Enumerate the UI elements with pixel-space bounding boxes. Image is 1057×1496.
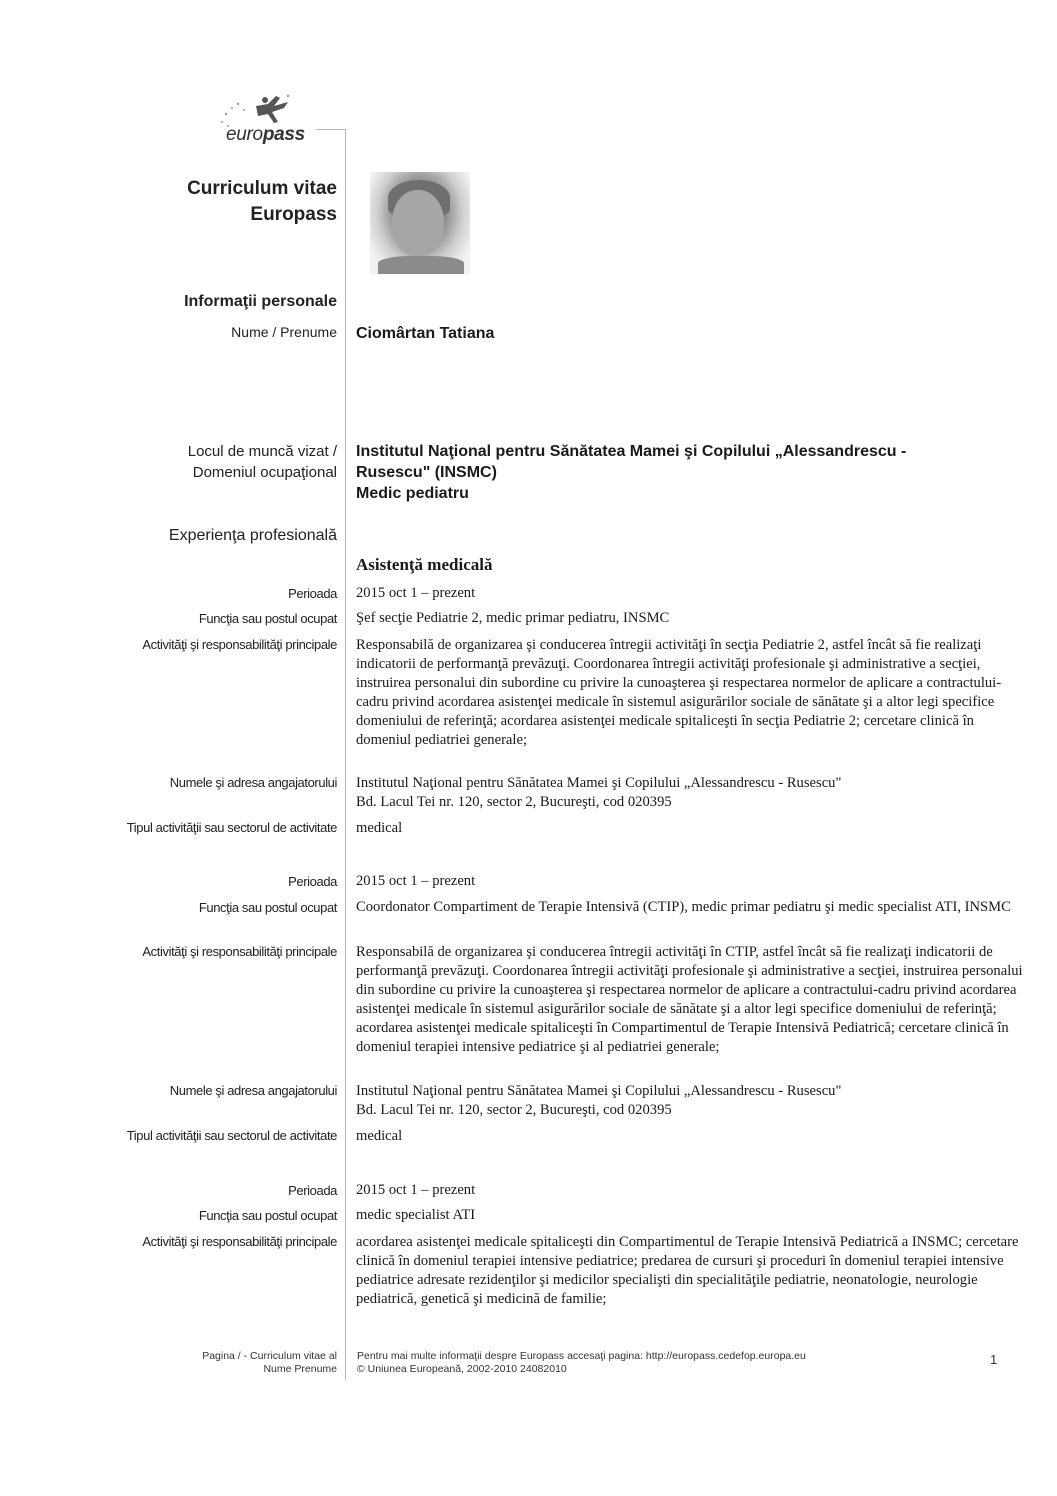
entry3-period-label: Perioada xyxy=(288,1183,337,1198)
entry2-activities-label: Activităţi şi responsabilităţi principale xyxy=(142,944,337,959)
europass-wordmark xyxy=(226,124,305,146)
footer-left-line2: Nume Prenume xyxy=(263,1363,337,1375)
entry1-period: 2015 oct 1 – prezent xyxy=(356,585,476,601)
entry1-period-label: Perioada xyxy=(288,586,337,601)
header-rule xyxy=(316,129,346,130)
entry2-period-label: Perioada xyxy=(288,874,337,889)
desired-job-label-line2: Domeniul ocupaţional xyxy=(192,464,337,481)
entry1-employer-label: Numele şi adresa angajatorului xyxy=(169,775,337,790)
entry2-sector: medical xyxy=(356,1128,403,1144)
footer-right xyxy=(357,1350,806,1376)
entry1-position-label: Funcţia sau postul ocupat xyxy=(198,611,337,626)
entry2-position-label: Funcţia sau postul ocupat xyxy=(198,900,337,915)
entry3-position: medic specialist ATI xyxy=(356,1207,476,1223)
entry1-activities: Responsabilă de organizarea şi conducerea întregii activităţi în secţia Pediatrie 2, astfel încât să fie realizaţi indicatorii de performanţă prevăzuţi. Coordonarea întregii activităţi profesionale şi administrative a secţiei, instruirea personalui din subordine cu privire la cunoaşterea şi respectarea normelor de aplicare a contractului-cadru privind acordarea asistenţei medicale în sistemul asigurărilor sociale de sănătate şi a altor legi specifice domeniului de referinţă; acordarea asistenţei medicale spitaliceşti în secţia Pediatrie 2; cercetare clinică în domeniul pediatriei generale; xyxy=(356,637,1002,748)
footer-left xyxy=(202,1350,337,1376)
entry2-activities: Responsabilă de organizarea şi conducerea întregii activităţi în CTIP, astfel încât să fie realizaţi indicatorii de performanţă prevăzuţi. Coordonarea întregii activităţi profesionale şi administrative a secţiei, instruirea personalui din subordine cu privire la cunoaşterea şi respectarea normelor de aplicare a contractului-cadru privind acordarea asistenţei medicale în sistemul asigurărilor sociale de sănătate şi a altor legi specifice domeniului de referinţă; acordarea asistenţei medicale spitaliceşti în Compartimentul de Terapie Intensivă Pediatrică; cercetare clinică în domeniul terapiei intensive pediatrice şi al pediatriei generale; xyxy=(356,944,1023,1055)
photo-face xyxy=(392,190,444,256)
photo-shoulders xyxy=(378,256,464,274)
entry1-sector: medical xyxy=(356,820,403,836)
entry3-activities: acordarea asistenţei medicale spitaliceşti din Compartimentul de Terapie Intensivă Pediatrică a INSMC; cercetare clinică în domeniul terapiei intensive pediatrice; predarea de cursuri şi proceduri în domeniul terapiei intensive pediatrice adresate rezidenţilor şi medicilor specialişti din specialităţile pediatrie, neonatologie, neurologie pediatrică, genetică şi medicină de familie; xyxy=(356,1234,1019,1307)
profile-photo xyxy=(370,172,470,274)
cv-title-line1: Curriculum vitae xyxy=(187,178,337,199)
entry3-activities-label: Activităţi şi responsabilităţi principale xyxy=(142,1234,337,1249)
experience-heading: Experienţa profesională xyxy=(168,527,337,544)
entry3-period: 2015 oct 1 – prezent xyxy=(356,1182,476,1198)
footer-divider xyxy=(345,1346,346,1380)
footer-europass-link-text: Pentru mai multe informaţii despre Europass accesaţi pagina: http://europass.cedefop.europa.eu xyxy=(357,1350,806,1362)
column-divider xyxy=(345,129,346,1369)
entry1-employer-line1: Institutul Naţional pentru Sănătatea Mamei şi Copilului „Alessandrescu - Rusescu" xyxy=(356,775,842,791)
entry2-employer-label: Numele şi adresa angajatorului xyxy=(169,1083,337,1098)
page-number: 1 xyxy=(990,1352,998,1367)
name-label: Nume / Prenume xyxy=(231,324,337,340)
entry1-position: Şef secţie Pediatrie 2, medic primar pediatru, INSMC xyxy=(356,610,670,626)
desired-job-label-line1: Locul de muncă vizat / xyxy=(187,443,337,460)
entry1-employer xyxy=(356,774,1026,812)
desired-job-value xyxy=(356,441,1026,504)
personal-info-heading: Informaţii personale xyxy=(184,293,337,310)
name-value: Ciomârtan Tatiana xyxy=(356,325,495,342)
entry2-employer-line2: Bd. Lacul Tei nr. 120, sector 2, Bucureşti, cod 020395 xyxy=(356,1102,672,1118)
desired-job-label xyxy=(188,441,337,483)
footer-copyright: © Uniunea Europeană, 2002-2010 24082010 xyxy=(357,1363,567,1375)
desired-job-line1: Institutul Naţional pentru Sănătatea Mamei şi Copilului „Alessandrescu - xyxy=(356,443,907,460)
entry3-position-label: Funcţia sau postul ocupat xyxy=(198,1208,337,1223)
entry2-sector-label: Tipul activităţii sau sectorul de activitate xyxy=(126,1128,337,1143)
desired-job-line3: Medic pediatru xyxy=(356,485,469,502)
wordmark-suffix: pass xyxy=(262,124,305,145)
entry1-employer-line2: Bd. Lacul Tei nr. 120, sector 2, Bucureşti, cod 020395 xyxy=(356,794,672,810)
entry1-sector-label: Tipul activităţii sau sectorul de activitate xyxy=(126,820,337,835)
entry2-position: Coordonator Compartiment de Terapie Intensivă (CTIP), medic primar pediatru şi medic specialist ATI, INSMC xyxy=(356,899,1011,915)
experience-subheading: Asistenţă medicală xyxy=(356,555,493,574)
wordmark-prefix: euro xyxy=(226,124,263,145)
desired-job-line2: Rusescu" (INSMC) xyxy=(356,464,497,481)
cv-title xyxy=(187,176,337,228)
cv-title-line2: Europass xyxy=(250,204,337,225)
entry2-employer-line1: Institutul Naţional pentru Sănătatea Mamei şi Copilului „Alessandrescu - Rusescu" xyxy=(356,1083,842,1099)
entry1-activities-label: Activităţi şi responsabilităţi principale xyxy=(142,637,337,652)
entry2-employer xyxy=(356,1082,1026,1120)
entry2-period: 2015 oct 1 – prezent xyxy=(356,873,476,889)
footer-left-line1: Pagina / - Curriculum vitae al xyxy=(202,1350,337,1362)
